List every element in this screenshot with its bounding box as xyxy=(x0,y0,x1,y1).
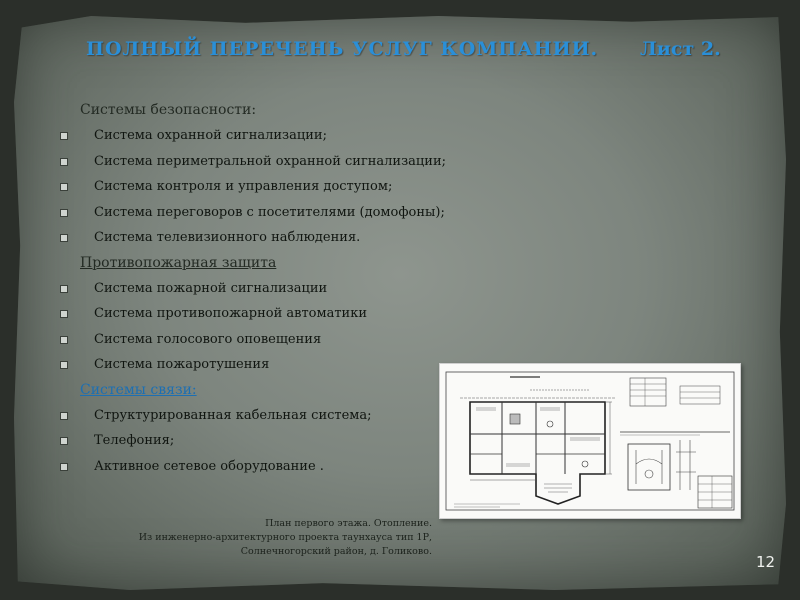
section-heading-fire: Противопожарная защита xyxy=(80,254,277,271)
page-number: 12 xyxy=(756,553,776,571)
floor-plan-drawing xyxy=(439,363,741,519)
list-item: Система периметральной охранной сигнализации; xyxy=(56,149,576,175)
square-bullet-icon xyxy=(60,336,68,344)
list-item: Система пожарной сигнализации xyxy=(56,276,576,302)
square-bullet-icon xyxy=(60,234,68,242)
square-bullet-icon xyxy=(60,437,68,445)
list-item: Структурированная кабельная система; xyxy=(56,403,576,429)
square-bullet-icon xyxy=(60,463,68,471)
square-bullet-icon xyxy=(60,412,68,420)
square-bullet-icon xyxy=(60,132,68,140)
list-item: Система противопожарной автоматики xyxy=(56,301,576,327)
section-heading-security: Системы безопасности: xyxy=(80,102,257,118)
figure-caption xyxy=(102,517,432,559)
square-bullet-icon xyxy=(60,158,68,166)
section-heading-communications: Системы связи: xyxy=(80,381,197,398)
list-item: Система переговоров с посетителями (домофоны); xyxy=(56,200,576,226)
list-item: Система контроля и управления доступом; xyxy=(56,174,576,200)
square-bullet-icon xyxy=(60,285,68,293)
list-item: Система голосового оповещения xyxy=(56,327,576,353)
square-bullet-icon xyxy=(60,183,68,191)
list-item: Телефония; xyxy=(56,428,576,454)
caption-line: План первого этажа. Отопление. xyxy=(265,518,432,529)
square-bullet-icon xyxy=(60,310,68,318)
list-item: Система телевизионного наблюдения. xyxy=(56,225,576,251)
caption-line: Солнечногорский район, д. Голиково. xyxy=(240,546,432,557)
slide-title: ПОЛНЫЙ ПЕРЕЧЕНЬ УСЛУГ КОМПАНИИ. xyxy=(86,38,599,60)
floor-plan-drawing-icon xyxy=(440,364,740,518)
caption-line: Из инженерно-архитектурного проекта таунхауса тип 1Р, xyxy=(138,532,432,543)
list-item: Активное сетевое оборудование . xyxy=(56,454,576,480)
list-item: Система пожаротушения xyxy=(56,352,576,378)
square-bullet-icon xyxy=(60,361,68,369)
square-bullet-icon xyxy=(60,209,68,217)
list-item: Система охранной сигнализации; xyxy=(56,123,576,149)
sheet-label: Лист 2. xyxy=(640,38,721,60)
